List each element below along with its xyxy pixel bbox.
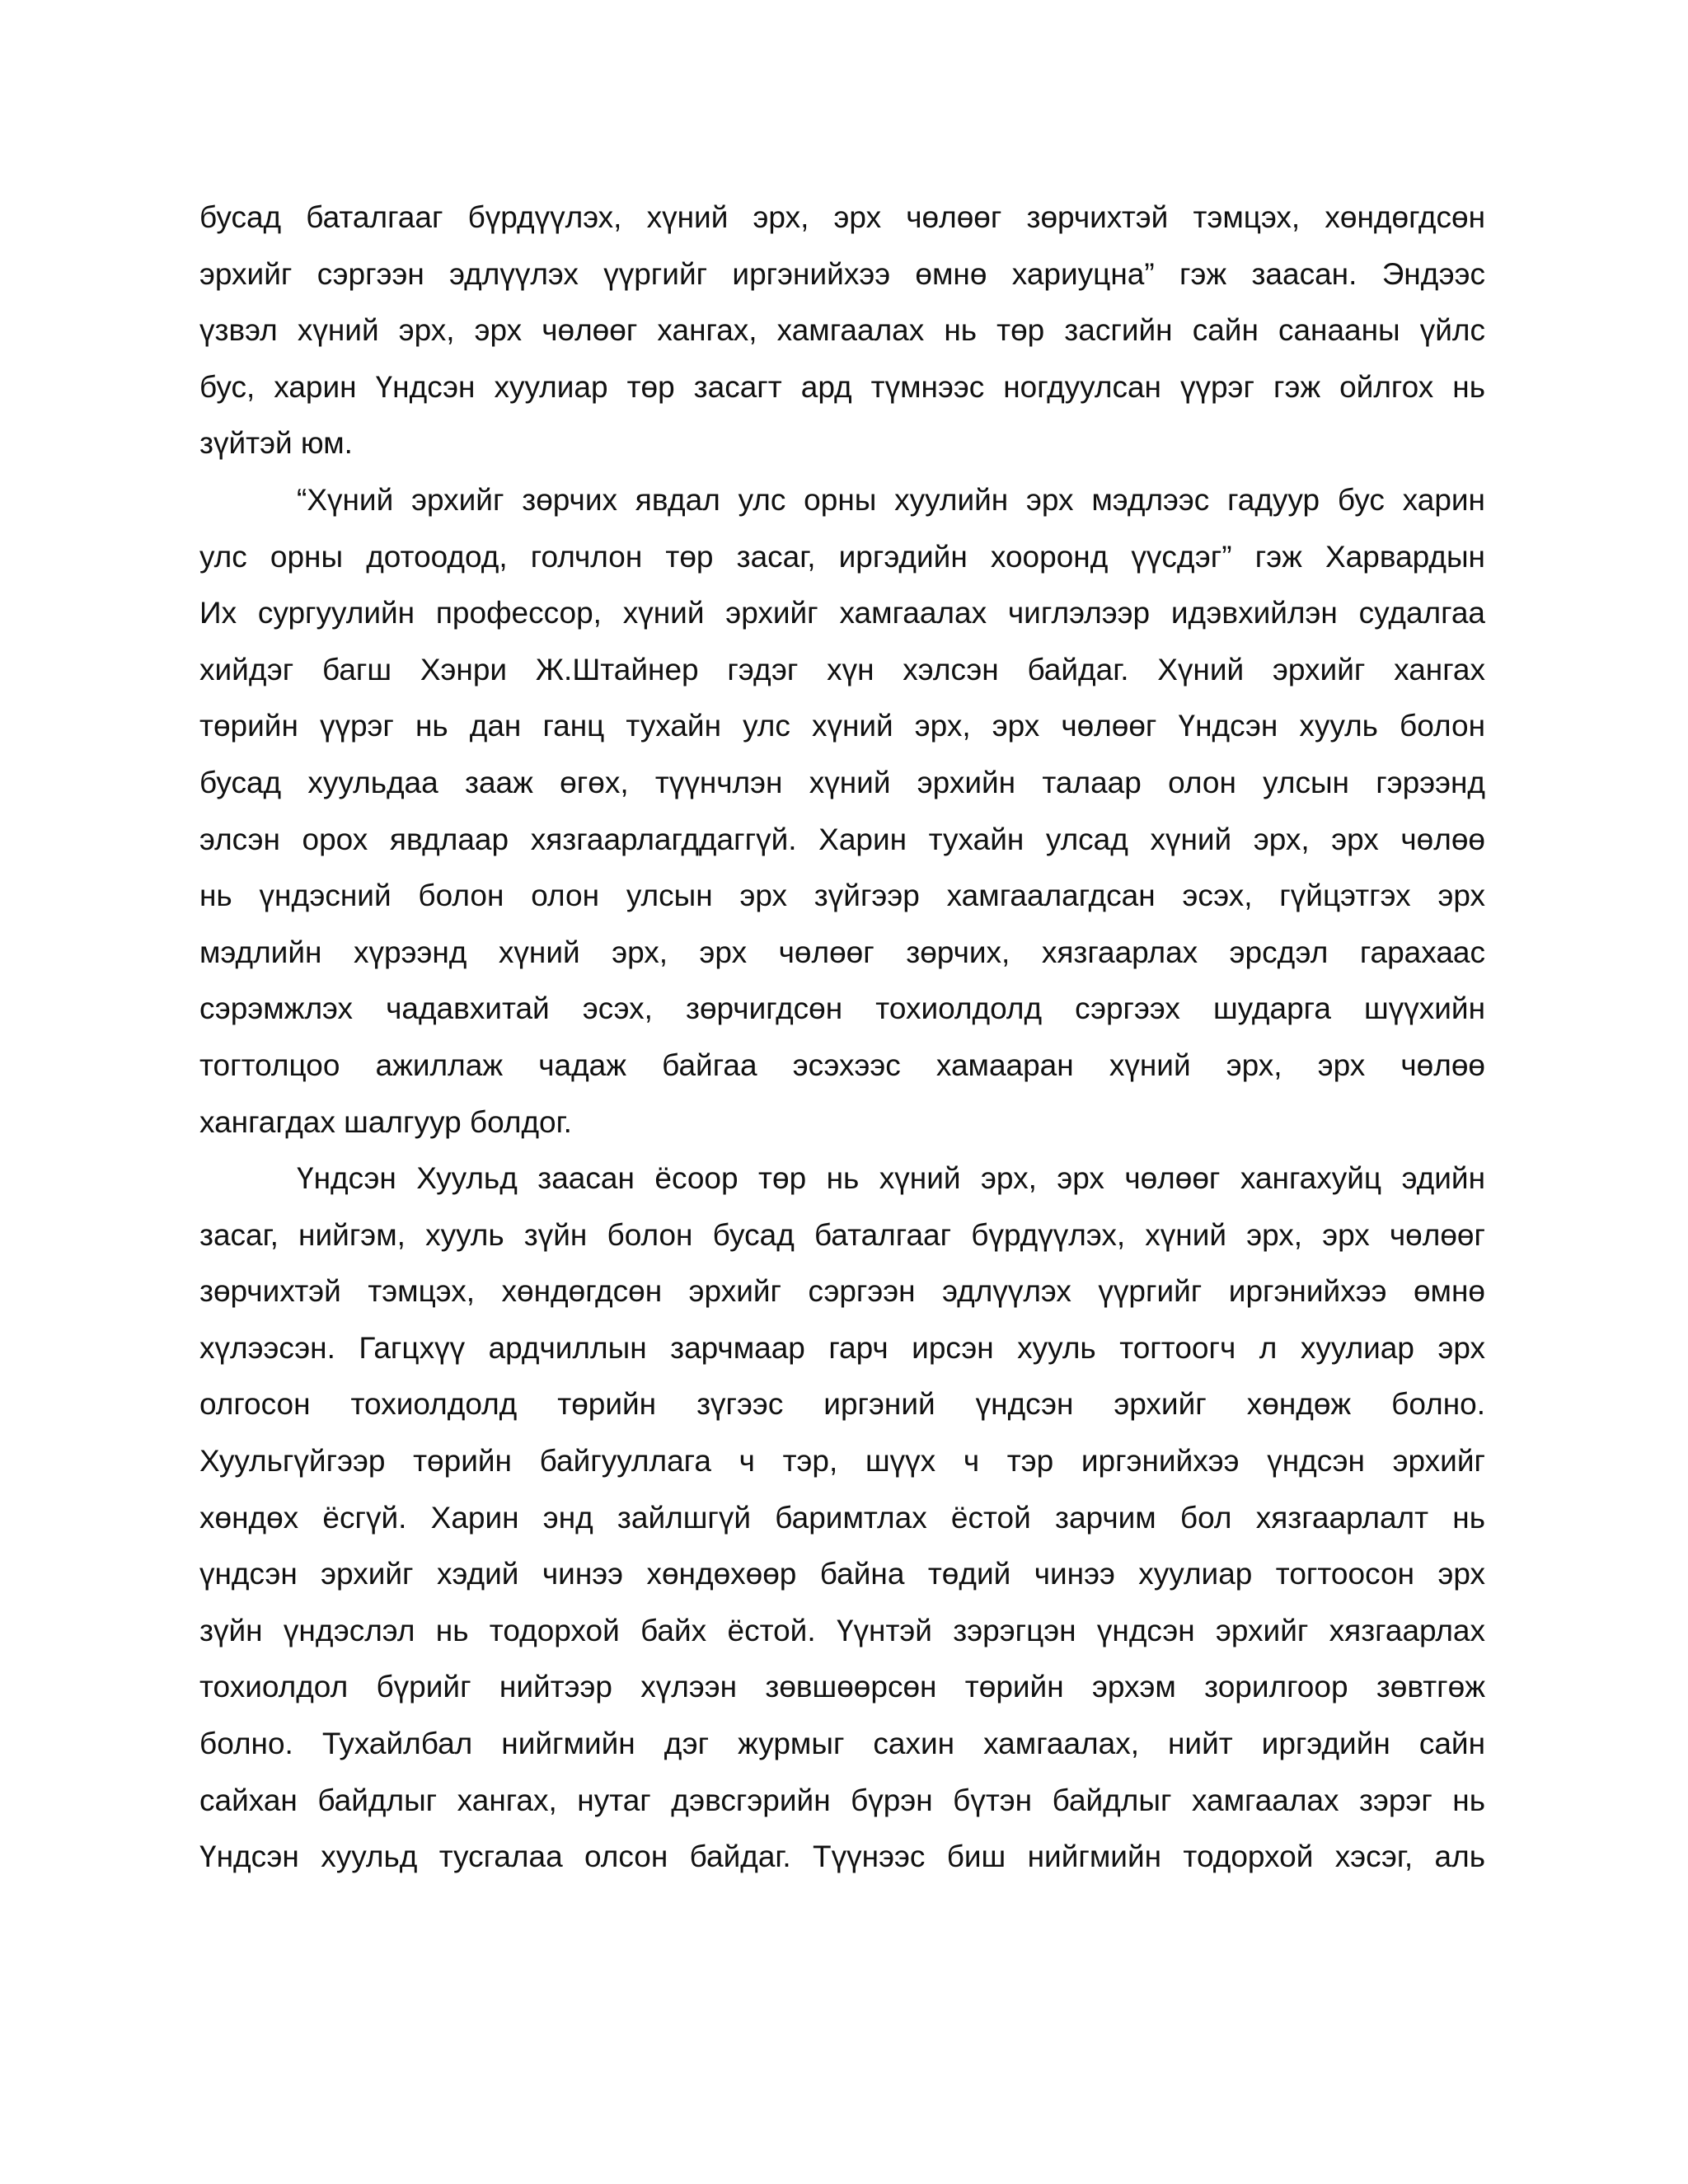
- body-text: [199, 190, 1485, 1886]
- text-line: хангагдах шалгуур болдог.: [199, 1104, 572, 1139]
- text-line: сэрэмжлэх чадавхитай эсэх, зөрчигдсөн тохиолдолд сэргээх шударга шүүхийн: [199, 991, 1485, 1026]
- text-line: Үндсэн Хуульд заасан ёсоор төр нь хүний эрх, эрх чөлөөг хангахуйц эдийн: [297, 1161, 1485, 1196]
- text-line: улс орны дотоодод, голчлон төр засаг, иргэдийн хооронд үүсдэг” гэж Харвардын: [199, 539, 1485, 574]
- text-line: хийдэг багш Хэнри Ж.Штайнер гэдэг хүн хэлсэн байдаг. Хүний эрхийг хангах: [199, 652, 1485, 687]
- text-line: бус, харин Үндсэн хуулиар төр засагт ард түмнээс ногдуулсан үүрэг гэж ойлгох нь: [199, 369, 1485, 404]
- text-line: олгосон тохиолдолд төрийн зүгээс иргэний үндсэн эрхийг хөндөж болно.: [199, 1387, 1485, 1422]
- text-line: тохиолдол бүрийг нийтээр хүлээн зөвшөөрсөн төрийн эрхэм зорилгоор зөвтгөж: [199, 1670, 1485, 1704]
- paragraph: [199, 472, 1485, 1151]
- text-line: сайхан байдлыг хангах, нутаг дэвсгэрийн бүрэн бүтэн байдлыг хамгаалах зэрэг нь: [199, 1783, 1485, 1817]
- text-line: тогтолцоо ажиллаж чадаж байгаа эсэхээс хамааран хүний эрх, эрх чөлөө: [199, 1047, 1485, 1082]
- text-line: мэдлийн хүрээнд хүний эрх, эрх чөлөөг зөрчих, хязгаарлах эрсдэл гарахаас: [199, 935, 1485, 969]
- text-line: Үндсэн хуульд тусгалаа олсон байдаг. Түүнээс биш нийгмийн тодорхой хэсэг, аль: [199, 1840, 1485, 1874]
- text-line: зөрчихтэй тэмцэх, хөндөгдсөн эрхийг сэргээн эдлүүлэх үүргийг иргэнийхээ өмнө: [199, 1274, 1485, 1309]
- text-line: төрийн үүрэг нь дан ганц тухайн улс хүний эрх, эрх чөлөөг Үндсэн хууль болон: [199, 709, 1485, 743]
- text-line: хүлээсэн. Гагцхүү ардчиллын зарчмаар гарч ирсэн хууль тогтоогч л хуулиар эрх: [199, 1330, 1485, 1365]
- text-line: нь үндэсний болон олон улсын эрх зүйгээр хамгаалагдсан эсэх, гүйцэтгэх эрх: [199, 879, 1485, 913]
- text-line: үзвэл хүний эрх, эрх чөлөөг хангах, хамгаалах нь төр засгийн сайн санааны үйлс: [199, 313, 1485, 348]
- text-line: элсэн орох явдлаар хязгаарлагддаггүй. Харин тухайн улсад хүний эрх, эрх чөлөө: [199, 822, 1485, 856]
- text-line: “Хүний эрхийг зөрчих явдал улс орны хуулийн эрх мэдлээс гадуур бус харин: [297, 482, 1485, 517]
- text-line: болно. Тухайлбал нийгмийн дэг журмыг сахин хамгаалах, нийт иргэдийн сайн: [199, 1727, 1485, 1761]
- text-line: үндсэн эрхийг хэдий чинээ хөндөхөөр байна төдий чинээ хуулиар тогтоосон эрх: [199, 1557, 1485, 1591]
- text-line: бусад хуульдаа зааж өгөх, түүнчлэн хүний эрхийн талаар олон улсын гэрээнд: [199, 765, 1485, 799]
- text-line: Хуульгүйгээр төрийн байгууллага ч тэр, шүүх ч тэр иргэнийхээ үндсэн эрхийг: [199, 1444, 1485, 1479]
- text-line: Их сургуулийн профессор, хүний эрхийг хамгаалах чиглэлээр идэвхийлэн судалгаа: [199, 596, 1485, 630]
- paragraph: [199, 190, 1485, 472]
- text-line: бусад баталгааг бүрдүүлэх, хүний эрх, эрх чөлөөг зөрчихтэй тэмцэх, хөндөгдсөн: [199, 200, 1485, 234]
- paragraph: [199, 1151, 1485, 1886]
- text-line: зүйтэй юм.: [199, 426, 353, 461]
- text-line: эрхийг сэргээн эдлүүлэх үүргийг иргэнийхээ өмнө хариуцна” гэж заасан. Эндээс: [199, 256, 1485, 291]
- text-line: засаг, нийгэм, хууль зүйн болон бусад баталгааг бүрдүүлэх, хүний эрх, эрх чөлөөг: [199, 1217, 1485, 1252]
- text-line: хөндөх ёсгүй. Харин энд зайлшгүй баримтлах ёстой зарчим бол хязгаарлалт нь: [199, 1500, 1485, 1535]
- text-line: зүйн үндэслэл нь тодорхой байх ёстой. Үүнтэй зэрэгцэн үндсэн эрхийг хязгаарлах: [199, 1613, 1485, 1647]
